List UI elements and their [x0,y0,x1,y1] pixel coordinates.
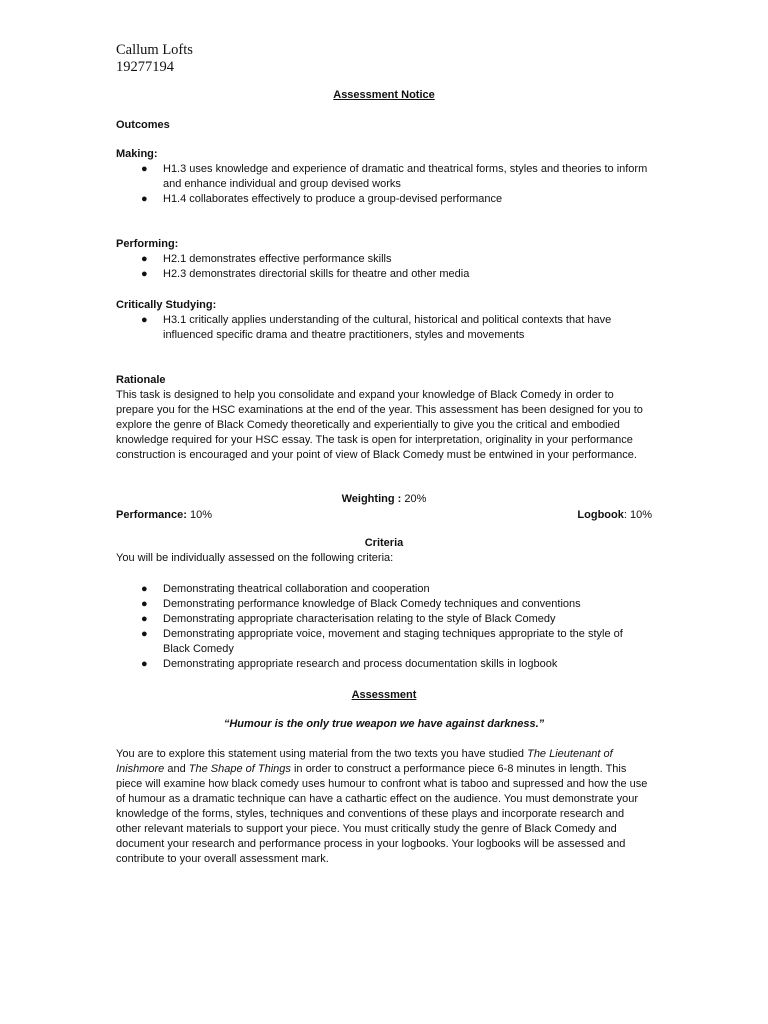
list-item: ● H2.3 demonstrates directorial skills for theatre and other media [141,268,470,280]
making-list [116,162,652,207]
list-item: ● Demonstrating appropriate research and process documentation skills in logbook [141,658,558,670]
criteria-intro: You will be individually assessed on the following criteria: [116,552,394,564]
outcomes-heading: Outcomes [116,119,170,131]
weighting-value: 20% [404,493,427,505]
performing-list [116,252,652,282]
student-id: 19277194 [116,59,174,75]
author-block [116,42,193,76]
assessment-text: You are to explore this statement using material from the two texts you have studied The Lieutenant of Inishmore and The Shape of Things in order to construct a performance piece 6-8 minutes in length. This piece will examine how black comedy uses humour to confront what is taboo and supressed and how the use of humour as a dramatic technique can have a cathartic effect on the audience. You must demonstrate your knowledge of the forms, styles, techniques and conventions of these plays and incorporate research and other relevant materials to support your piece. You must critically study the genre of Black Comedy and document your research and performance process in your logbooks. Your logbooks will be assessed and contribute to your overall assessment mark. [116,748,648,865]
studying-heading: Critically Studying: [116,299,217,311]
text-title-lieutenant: The Lieutenant of Inishmore [116,748,613,775]
criteria-heading: Criteria [364,537,404,549]
weighting-line [116,492,652,507]
page-title: Assessment Notice [333,89,435,101]
making-heading: Making: [116,148,158,160]
author-name: Callum Lofts [116,42,193,58]
bullet-icon: ● [141,583,148,595]
bullet-icon: ● [141,268,148,280]
text-title-shape: The Shape of Things [188,763,291,775]
list-item: ● H2.1 demonstrates effective performance skills [141,253,392,265]
list-item: ● Demonstrating performance knowledge of Black Comedy techniques and conventions [141,598,581,610]
list-item: ● H1.3 uses knowledge and experience of dramatic and theatrical forms, styles and theories to inform and enhance individual and group devised works [141,163,648,190]
criteria-list [116,582,652,672]
studying-list [116,313,652,343]
list-item: ● Demonstrating appropriate voice, movement and staging techniques appropriate to the style of Black Comedy [141,628,623,655]
logbook-label: Logbook [577,509,624,521]
bullet-icon: ● [141,253,148,265]
logbook-weight [577,508,652,523]
rationale-heading: Rationale [116,374,166,386]
bullet-icon: ● [141,193,148,205]
assessment-heading: Assessment [351,689,417,701]
rationale-text: This task is designed to help you consolidate and expand your knowledge of Black Comedy in order to prepare you for the HSC examinations at the end of the year. This assessment has been designed for you to explore the genre of Black Comedy theoretically and experientially to give you the critical and embodied knowledge required for your HSC essay. The task is open for interpretation, originality in your performance construction is encouraged and your point of view of Black Comedy must be entwined in your performance. [116,389,643,461]
list-item: ● Demonstrating theatrical collaboration and cooperation [141,583,430,595]
bullet-icon: ● [141,628,148,640]
logbook-value: : 10% [623,509,652,521]
list-item: ● H3.1 critically applies understanding of the cultural, historical and political contexts that have influenced specific drama and theatre practitioners, styles and movements [141,314,612,341]
weighting-label: Weighting : [341,493,402,505]
list-item: ● Demonstrating appropriate characterisation relating to the style of Black Comedy [141,613,556,625]
bullet-icon: ● [141,163,148,175]
list-item: ● H1.4 collaborates effectively to produce a group-devised performance [141,193,503,205]
bullet-icon: ● [141,658,148,670]
performance-label: Performance: [116,509,187,521]
performance-weight [116,508,212,523]
bullet-icon: ● [141,598,148,610]
bullet-icon: ● [141,314,148,326]
bullet-icon: ● [141,613,148,625]
assessment-quote: “Humour is the only true weapon we have against darkness.” [223,718,545,730]
performing-heading: Performing: [116,238,179,250]
performance-value: 10% [189,509,213,521]
